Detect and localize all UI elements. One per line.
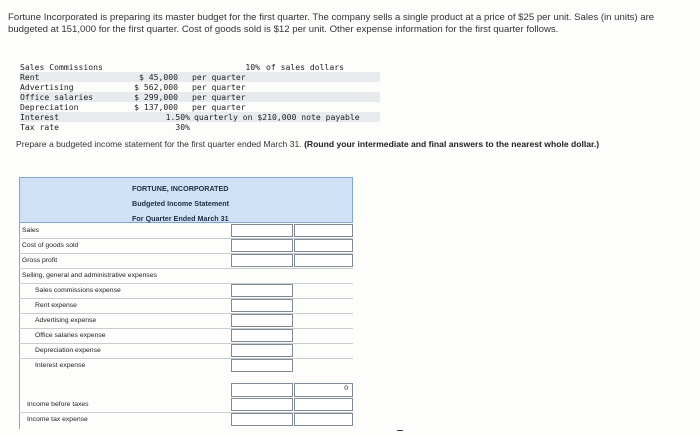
row-interest <box>19 359 353 373</box>
statement-title: Budgeted Income Statement <box>132 199 230 208</box>
commissions-amount-input[interactable] <box>231 284 293 297</box>
row-commissions <box>19 284 353 298</box>
expense-basis: per quarter <box>192 72 246 82</box>
expense-amount: $ 137,000 <box>134 102 178 112</box>
expense-row <box>20 122 380 132</box>
expense-amount: $ 562,000 <box>134 82 178 92</box>
income-tax-amount-input[interactable] <box>231 413 293 426</box>
instructions-text: Prepare a budgeted income statement for the first quarter ended March 31. <box>16 139 305 149</box>
scroll-indicator <box>397 430 403 433</box>
row-depreciation <box>19 344 353 358</box>
sales-total-input[interactable] <box>294 224 353 237</box>
sales-amount-input[interactable] <box>231 224 293 237</box>
row-income-tax <box>19 413 353 427</box>
cogs-amount-input[interactable] <box>231 239 293 252</box>
income-before-taxes-amount-input[interactable] <box>231 398 293 411</box>
expense-amount: 10% <box>245 62 260 72</box>
instructions-rounding-note: (Round your intermediate and final answers to the nearest whole dollar.) <box>304 139 600 149</box>
sga-total-cell <box>294 383 353 397</box>
row-income-before-taxes <box>19 398 353 412</box>
expense-basis: per quarter <box>192 82 246 92</box>
sga-total-value: 0 <box>344 385 348 392</box>
expense-row <box>20 72 380 82</box>
expense-basis: of sales dollars <box>266 62 344 72</box>
expense-label: Sales Commissions <box>20 62 103 72</box>
advertising-amount-input[interactable] <box>231 314 293 327</box>
row-label: Rent expense <box>35 302 77 309</box>
row-label: Sales <box>22 227 40 234</box>
instructions <box>16 139 616 150</box>
row-label: Sales commissions expense <box>35 287 121 294</box>
statement-period: For Quarter Ended March 31 <box>132 214 229 223</box>
cogs-total-input[interactable] <box>294 239 353 252</box>
row-rent <box>19 299 353 313</box>
row-label: Interest expense <box>35 362 86 369</box>
company-name: FORTUNE, INCORPORATED <box>132 184 229 193</box>
expense-amount: 1.50% <box>165 112 190 122</box>
expense-row <box>20 112 380 122</box>
row-label: Gross profit <box>22 257 58 264</box>
row-label: Office salaries expense <box>35 332 106 339</box>
interest-amount-input[interactable] <box>231 359 293 372</box>
row-sga-heading <box>19 269 353 283</box>
row-label: Income before taxes <box>27 401 89 408</box>
expense-amount: $ 299,000 <box>134 92 178 102</box>
expense-row <box>20 82 380 92</box>
expense-label: Interest <box>20 112 59 122</box>
statement-header <box>19 177 353 223</box>
expense-info-table <box>20 62 380 132</box>
income-tax-total-input[interactable] <box>294 413 353 426</box>
expense-row <box>20 62 380 72</box>
problem-intro: Fortune Incorporated is preparing its master budget for the first quarter. The company sells a single product at a price of $25 per unit. Sales (in units) are budgeted at 151,000 for the first quarter. Cost of goods sold is $12 per unit. Other expense information for the first quarter follows. <box>8 12 655 35</box>
row-advertising <box>19 314 353 328</box>
row-sga-total <box>19 383 353 397</box>
expense-label: Depreciation <box>20 102 79 112</box>
expense-row <box>20 102 380 112</box>
depreciation-amount-input[interactable] <box>231 344 293 357</box>
row-label: Selling, general and administrative expenses <box>22 272 157 279</box>
rent-amount-input[interactable] <box>231 299 293 312</box>
income-before-taxes-total-input[interactable] <box>294 398 353 411</box>
expense-basis: quarterly on $210,000 note payable <box>194 112 360 122</box>
row-label: Depreciation expense <box>35 347 101 354</box>
expense-amount: 30% <box>175 122 190 132</box>
expense-basis: per quarter <box>192 92 246 102</box>
gross-profit-amount-input[interactable] <box>231 254 293 267</box>
row-cogs <box>19 239 353 253</box>
expense-label: Office salaries <box>20 92 94 102</box>
row-sales <box>19 224 353 238</box>
row-gross-profit <box>19 254 353 268</box>
expense-basis: per quarter <box>192 102 246 112</box>
expense-row <box>20 92 380 102</box>
expense-label: Rent <box>20 72 40 82</box>
row-salaries <box>19 329 353 343</box>
expense-label: Tax rate <box>20 122 59 132</box>
row-label: Cost of goods sold <box>22 242 79 249</box>
row-label: Advertising expense <box>35 317 97 324</box>
expense-label: Advertising <box>20 82 74 92</box>
salaries-amount-input[interactable] <box>231 329 293 342</box>
row-label: Income tax expense <box>27 416 88 423</box>
gross-profit-total-input[interactable] <box>294 254 353 267</box>
expense-amount: $ 45,000 <box>139 72 178 82</box>
sga-subtotal-input[interactable] <box>231 383 293 397</box>
